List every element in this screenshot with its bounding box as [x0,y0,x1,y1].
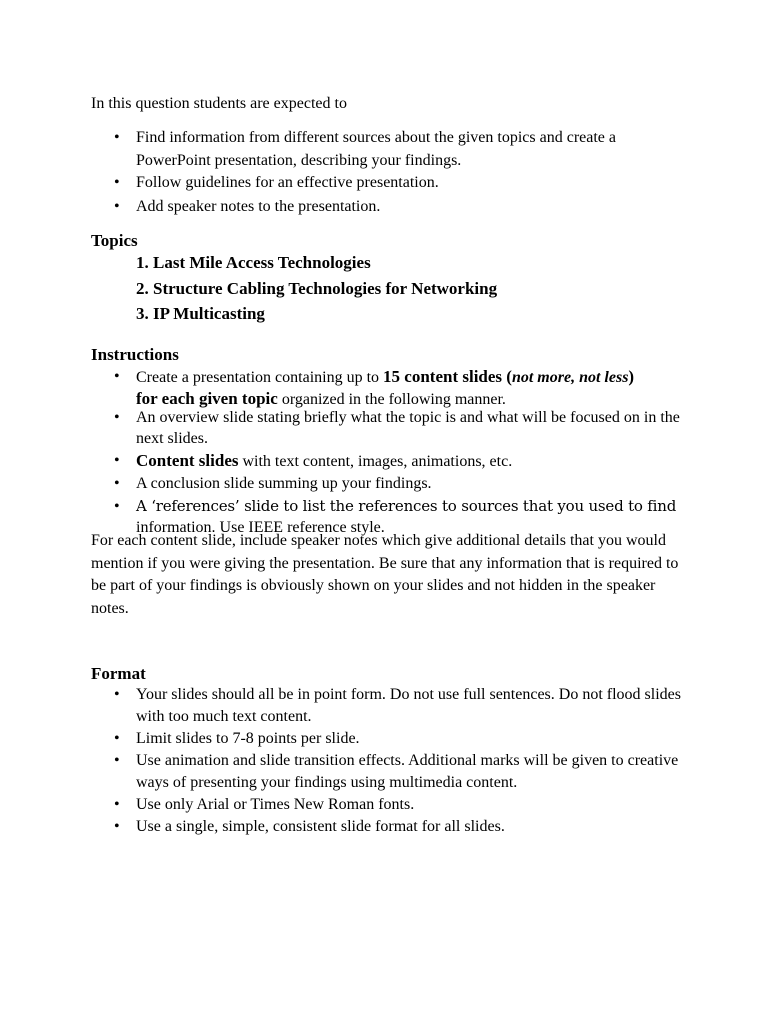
list-item-text: Find information from different sources about the given topics and create a PowerPoint presentation, describing your findings. [136,129,616,169]
instructions-list [114,366,694,538]
list-item [114,794,694,816]
instruction-bold-topic: for each given topic [136,389,278,408]
list-item [114,728,694,750]
list-item-text: An overview slide stating briefly what the topic is and what will be focused on in the next slides. [136,409,680,447]
topics-heading: Topics [91,231,138,250]
bullet-icon: • [114,796,120,813]
bullet-icon: • [114,475,120,492]
format-heading: Format [91,664,146,683]
list-item-text: Use animation and slide transition effects. Additional marks will be given to creative ways of presenting your findings using multimedia content. [136,752,679,791]
list-item [114,172,694,196]
list-item-text: Add speaker notes to the presentation. [136,198,381,215]
format-list [114,684,694,838]
list-item-text: Limit slides to 7-8 points per slide. [136,730,360,747]
speaker-notes-paragraph: For each content slide, include speaker notes which give additional details that you would mention if you were giving the presentation. Be sure that any information that is required to be part of your findings is obviously shown on your slides and not hidden in the speaker notes. [91,532,679,617]
instruction-text-post: organized in the following manner. [277,391,506,408]
bullet-icon: • [114,818,120,835]
topic-item: 1. Last Mile Access Technologies [136,253,371,272]
list-item [114,366,694,407]
bullet-icon: • [114,409,120,426]
expectations-list [114,127,694,219]
instructions-heading: Instructions [91,345,179,364]
list-item [114,127,694,172]
topics-list [136,250,497,327]
list-item [114,750,694,794]
instruction-text-pre: Create a presentation containing up to [136,369,384,386]
list-item [114,196,694,219]
list-item-text: Follow guidelines for an effective presentation. [136,174,439,191]
list-item-text: A conclusion slide summing up your findings. [136,475,432,492]
instruction-paren-open: ( [502,367,512,386]
references-line: A ‘references’ slide to list the references to sources that you used to find [136,497,677,515]
list-item [114,407,694,450]
bullet-icon: • [114,730,120,747]
bullet-icon: • [114,498,120,515]
bullet-icon: • [114,174,120,191]
intro-text: In this question students are expected to [91,95,347,112]
bullet-icon: • [114,452,120,469]
bullet-icon: • [114,368,120,385]
list-item-text: Your slides should all be in point form. Do not use full sentences. Do not flood slides with too much text content. [136,686,681,725]
list-item-text: with text content, images, animations, etc. [238,453,513,470]
instruction-bold-slides: 15 content slides [383,367,503,386]
bullet-icon: • [114,686,120,703]
list-item-text: Use only Arial or Times New Roman fonts. [136,796,415,813]
content-slides-bold: Content slides [136,451,239,470]
list-item-text: Use a single, simple, consistent slide format for all slides. [136,818,505,835]
topic-item: 2. Structure Cabling Technologies for Networking [136,278,498,298]
instruction-paren-close: ) [628,367,635,386]
list-item [114,450,694,473]
list-item [114,816,694,838]
list-item [114,473,694,496]
topic-item: 3. IP Multicasting [136,304,265,323]
instruction-italic: not more, not less [511,369,629,386]
bullet-icon: • [114,752,120,769]
list-item-text: information. Use IEEE reference style. [136,519,385,536]
bullet-icon: • [114,198,120,215]
list-item [114,684,694,728]
bullet-icon: • [114,129,120,146]
